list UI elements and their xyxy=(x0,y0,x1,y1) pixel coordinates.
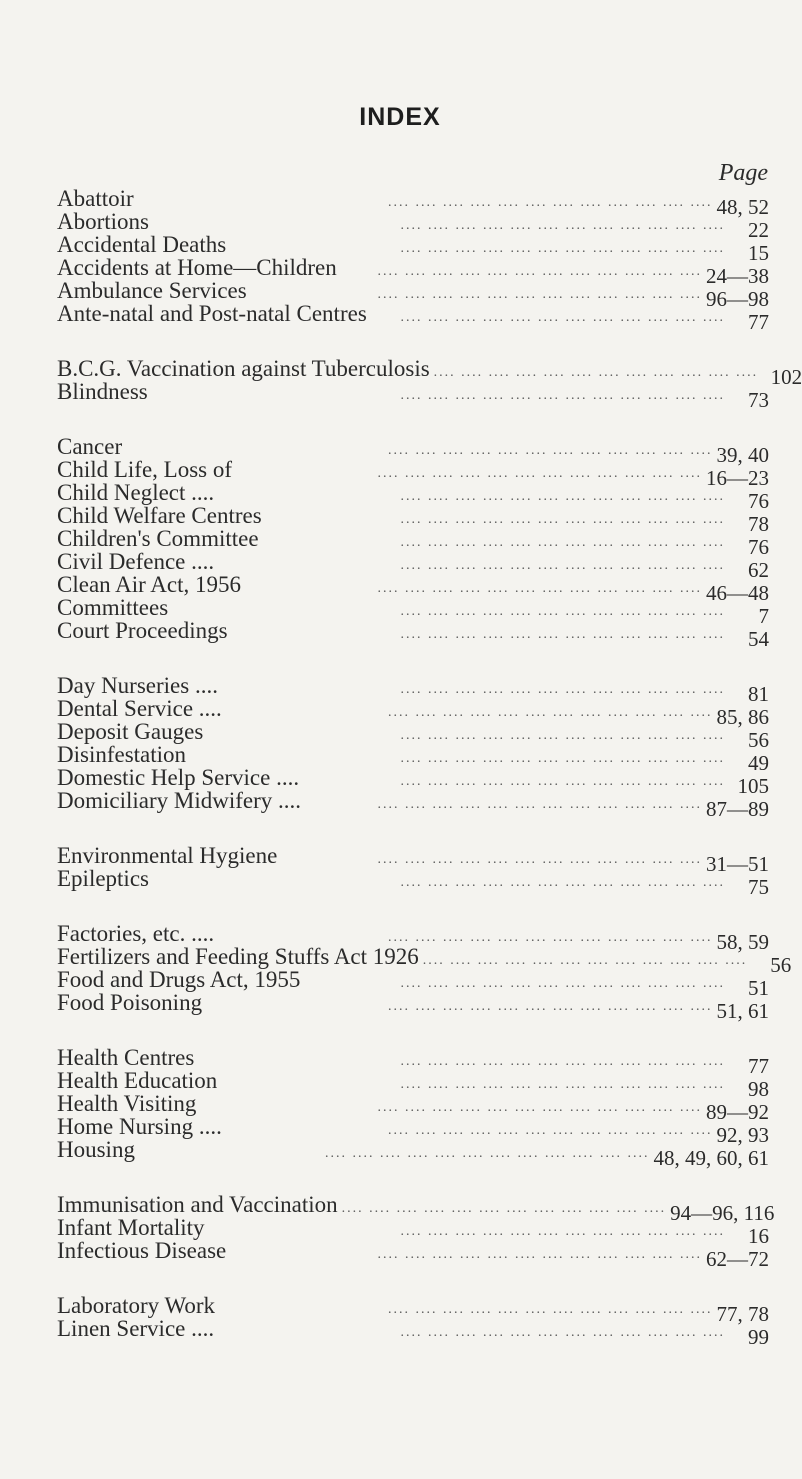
index-entry xyxy=(57,1293,769,1326)
index-entry xyxy=(57,186,769,219)
index-group xyxy=(57,434,769,651)
index-term: Ante-natal and Post-natal Centres xyxy=(57,301,367,326)
index-entry xyxy=(57,1238,769,1271)
index-group xyxy=(57,1293,769,1349)
index-entry xyxy=(57,1068,769,1101)
index-term: Immunisation and Vaccination xyxy=(57,1192,338,1217)
dot-leader: .... .... .... .... .... .... .... .... .... .... .... .... xyxy=(400,604,725,619)
index-entry xyxy=(57,595,769,628)
index-term: Health Education xyxy=(57,1068,218,1093)
index-entry xyxy=(57,503,769,536)
index-pages: 62—72 xyxy=(706,1247,769,1271)
dot-leader: .... .... .... .... .... .... .... .... .... .... .... .... xyxy=(400,1325,725,1340)
index-entry xyxy=(57,921,769,954)
index-pages: 24—38 xyxy=(706,264,769,288)
index-pages: 76 xyxy=(748,489,769,513)
index-group xyxy=(57,1045,769,1170)
dot-leader: .... .... .... .... .... .... .... .... .... .... .... .... xyxy=(400,976,725,991)
dot-leader: .... .... .... .... .... .... .... .... .... .... .... .... xyxy=(400,682,725,697)
index-term: Clean Air Act, 1956 xyxy=(57,572,241,597)
index-term: Factories, etc. .... xyxy=(57,921,215,946)
index-entry xyxy=(57,843,769,876)
dot-leader: .... .... .... .... .... .... .... .... .... .... .... .... xyxy=(400,774,725,789)
index-entry xyxy=(57,526,769,559)
index-pages: 77 xyxy=(748,310,769,334)
index-term: Environmental Hygiene xyxy=(57,843,278,868)
index-entry xyxy=(57,232,769,265)
index-pages: 16—23 xyxy=(706,466,769,490)
dot-leader: .... .... .... .... .... .... .... .... .... .... .... .... xyxy=(325,1146,650,1161)
dot-leader: .... .... .... .... .... .... .... .... .... .... .... .... xyxy=(400,627,725,642)
index-term: Home Nursing .... xyxy=(57,1114,222,1139)
dot-leader: .... .... .... .... .... .... .... .... .... .... .... .... xyxy=(400,310,725,325)
index-entry xyxy=(57,549,769,582)
index-entry xyxy=(57,1192,775,1225)
index-pages: 94—96, 116 xyxy=(670,1201,775,1225)
dot-leader: .... .... .... .... .... .... .... .... .... .... .... .... xyxy=(400,1054,725,1069)
index-entry xyxy=(57,434,769,467)
index-pages: 58, 59 xyxy=(716,930,769,954)
index-term: Food Poisoning xyxy=(57,990,203,1015)
dot-leader: .... .... .... .... .... .... .... .... .... .... .... .... xyxy=(377,852,702,867)
index-entry xyxy=(57,1045,769,1078)
index-entry xyxy=(57,618,769,651)
index-term: Dental Service .... xyxy=(57,696,222,721)
dot-leader: .... .... .... .... .... .... .... .... .... .... .... .... xyxy=(388,195,713,210)
index-entry xyxy=(57,673,769,706)
index-term: Committees xyxy=(57,595,169,620)
index-pages: 51 xyxy=(748,976,769,1000)
dot-leader: .... .... .... .... .... .... .... .... .... .... .... .... xyxy=(341,1201,667,1216)
dot-leader: .... .... .... .... .... .... .... .... .... .... .... .... xyxy=(400,535,725,550)
index-term: Disinfestation xyxy=(57,742,187,767)
index-pages: 75 xyxy=(748,875,769,899)
index-entry xyxy=(57,765,769,798)
dot-leader: .... .... .... .... .... .... .... .... .... .... .... .... xyxy=(400,558,725,573)
dot-leader: .... .... .... .... .... .... .... .... .... .... .... .... xyxy=(400,751,725,766)
index-entry xyxy=(57,866,769,899)
index-entry xyxy=(57,990,769,1023)
index-entry xyxy=(57,719,769,752)
dot-leader: .... .... .... .... .... .... .... .... .... .... .... .... xyxy=(388,930,713,945)
index-term: Health Centres xyxy=(57,1045,195,1070)
index-pages: 31—51 xyxy=(706,852,769,876)
index-term: Day Nurseries .... xyxy=(57,673,218,698)
dot-leader: .... .... .... .... .... .... .... .... .... .... .... .... xyxy=(400,218,725,233)
index-term: Infant Mortality xyxy=(57,1215,205,1240)
dot-leader: .... .... .... .... .... .... .... .... .... .... .... .... xyxy=(400,1077,725,1092)
dot-leader: .... .... .... .... .... .... .... .... .... .... .... .... xyxy=(400,875,725,890)
index-pages: 77 xyxy=(748,1054,769,1078)
index-pages: 48, 52 xyxy=(716,195,769,219)
index-pages: 92, 93 xyxy=(716,1123,769,1147)
index-group xyxy=(57,673,769,821)
index-entry xyxy=(57,1091,769,1124)
index-term: Epileptics xyxy=(57,866,149,891)
dot-leader: .... .... .... .... .... .... .... .... .... .... .... .... xyxy=(377,1100,702,1115)
index-list xyxy=(57,186,802,1372)
index-entry xyxy=(57,572,769,605)
index-term: Housing xyxy=(57,1137,135,1162)
page-column-header: Page xyxy=(718,160,768,186)
index-group xyxy=(57,921,792,1023)
index-pages: 76 xyxy=(748,535,769,559)
index-entry xyxy=(57,967,769,1000)
index-pages: 48, 49, 60, 61 xyxy=(653,1146,769,1170)
index-term: Abortions xyxy=(57,209,149,234)
index-entry xyxy=(57,1114,769,1147)
index-term: Infectious Disease xyxy=(57,1238,227,1263)
index-term: Children's Committee xyxy=(57,526,259,551)
index-pages: 102 xyxy=(770,365,802,389)
index-pages: 77, 78 xyxy=(716,1302,769,1326)
index-pages: 49 xyxy=(748,751,769,775)
index-pages: 99 xyxy=(748,1325,769,1349)
index-term: Laboratory Work xyxy=(57,1293,216,1318)
dot-leader: .... .... .... .... .... .... .... .... .... .... .... .... xyxy=(377,797,702,812)
index-term: Civil Defence .... xyxy=(57,549,215,574)
index-group xyxy=(57,186,769,334)
index-entry xyxy=(57,457,769,490)
dot-leader: .... .... .... .... .... .... .... .... .... .... .... .... xyxy=(388,1302,713,1317)
dot-leader: .... .... .... .... .... .... .... .... .... .... .... .... xyxy=(377,581,702,596)
dot-leader: .... .... .... .... .... .... .... .... .... .... .... .... xyxy=(377,466,702,481)
index-pages: 105 xyxy=(737,774,769,798)
index-pages: 7 xyxy=(758,604,769,628)
index-pages: 54 xyxy=(748,627,769,651)
index-pages: 62 xyxy=(748,558,769,582)
index-pages: 98 xyxy=(748,1077,769,1101)
dot-leader: .... .... .... .... .... .... .... .... .... .... .... .... xyxy=(400,1224,725,1239)
dot-leader: .... .... .... .... .... .... .... .... .... .... .... .... xyxy=(388,705,713,720)
index-pages: 81 xyxy=(748,682,769,706)
index-term: Cancer xyxy=(57,434,123,459)
index-pages: 39, 40 xyxy=(716,443,769,467)
index-entry xyxy=(57,356,802,389)
index-entry xyxy=(57,255,769,288)
index-term: Child Welfare Centres xyxy=(57,503,262,528)
index-pages: 89—92 xyxy=(706,1100,769,1124)
index-entry xyxy=(57,1316,769,1349)
index-pages: 16 xyxy=(748,1224,769,1248)
index-term: Court Proceedings xyxy=(57,618,228,643)
index-term: Child Neglect .... xyxy=(57,480,215,505)
dot-leader: .... .... .... .... .... .... .... .... .... .... .... .... xyxy=(400,489,725,504)
index-pages: 15 xyxy=(748,241,769,265)
index-entry xyxy=(57,788,769,821)
index-entry xyxy=(57,696,769,729)
index-group xyxy=(57,1192,775,1271)
dot-leader: .... .... .... .... .... .... .... .... .... .... .... .... xyxy=(377,1247,702,1262)
dot-leader: .... .... .... .... .... .... .... .... .... .... .... .... xyxy=(400,241,725,256)
index-term: Accidental Deaths xyxy=(57,232,227,257)
dot-leader: .... .... .... .... .... .... .... .... .... .... .... .... xyxy=(377,287,702,302)
dot-leader: .... .... .... .... .... .... .... .... .... .... .... .... xyxy=(400,512,725,527)
index-term: Abattoir xyxy=(57,186,134,211)
index-entry xyxy=(57,301,769,334)
index-term: Food and Drugs Act, 1955 xyxy=(57,967,301,992)
index-entry xyxy=(57,742,769,775)
index-entry xyxy=(57,379,769,412)
index-group xyxy=(57,843,769,899)
index-term: Health Visiting xyxy=(57,1091,197,1116)
index-pages: 87—89 xyxy=(706,797,769,821)
index-entry xyxy=(57,480,769,513)
dot-leader: .... .... .... .... .... .... .... .... .... .... .... .... xyxy=(400,728,725,743)
dot-leader: .... .... .... .... .... .... .... .... .... .... .... .... xyxy=(422,953,748,968)
index-term: B.C.G. Vaccination against Tuberculosis xyxy=(57,356,430,381)
index-term: Accidents at Home—Children xyxy=(57,255,337,280)
index-entry xyxy=(57,278,769,311)
index-term: Linen Service .... xyxy=(57,1316,215,1341)
index-term: Fertilizers and Feeding Stuffs Act 1926 xyxy=(57,944,419,969)
index-pages: 56 xyxy=(770,953,792,977)
index-entry xyxy=(57,209,769,242)
index-group xyxy=(57,356,802,412)
dot-leader: .... .... .... .... .... .... .... .... .... .... .... .... xyxy=(388,1123,713,1138)
index-term: Deposit Gauges xyxy=(57,719,204,744)
index-entry xyxy=(57,944,792,977)
index-pages: 51, 61 xyxy=(716,999,769,1023)
index-term: Domiciliary Midwifery .... xyxy=(57,788,302,813)
dot-leader: .... .... .... .... .... .... .... .... .... .... .... .... xyxy=(377,264,702,279)
dot-leader: .... .... .... .... .... .... .... .... .... .... .... .... xyxy=(388,443,713,458)
index-pages: 56 xyxy=(748,728,769,752)
dot-leader: .... .... .... .... .... .... .... .... .... .... .... .... xyxy=(433,365,759,380)
index-pages: 78 xyxy=(748,512,769,536)
index-term: Domestic Help Service .... xyxy=(57,765,300,790)
index-term: Ambulance Services xyxy=(57,278,247,303)
index-pages: 22 xyxy=(748,218,769,242)
index-pages: 96—98 xyxy=(706,287,769,311)
dot-leader: .... .... .... .... .... .... .... .... .... .... .... .... xyxy=(400,388,725,403)
index-pages: 46—48 xyxy=(706,581,769,605)
index-entry xyxy=(57,1215,769,1248)
index-pages: 85, 86 xyxy=(716,705,769,729)
dot-leader: .... .... .... .... .... .... .... .... .... .... .... .... xyxy=(388,999,713,1014)
index-term: Child Life, Loss of xyxy=(57,457,233,482)
index-pages: 73 xyxy=(748,388,769,412)
index-title: INDEX xyxy=(359,103,441,131)
index-term: Blindness xyxy=(57,379,148,404)
